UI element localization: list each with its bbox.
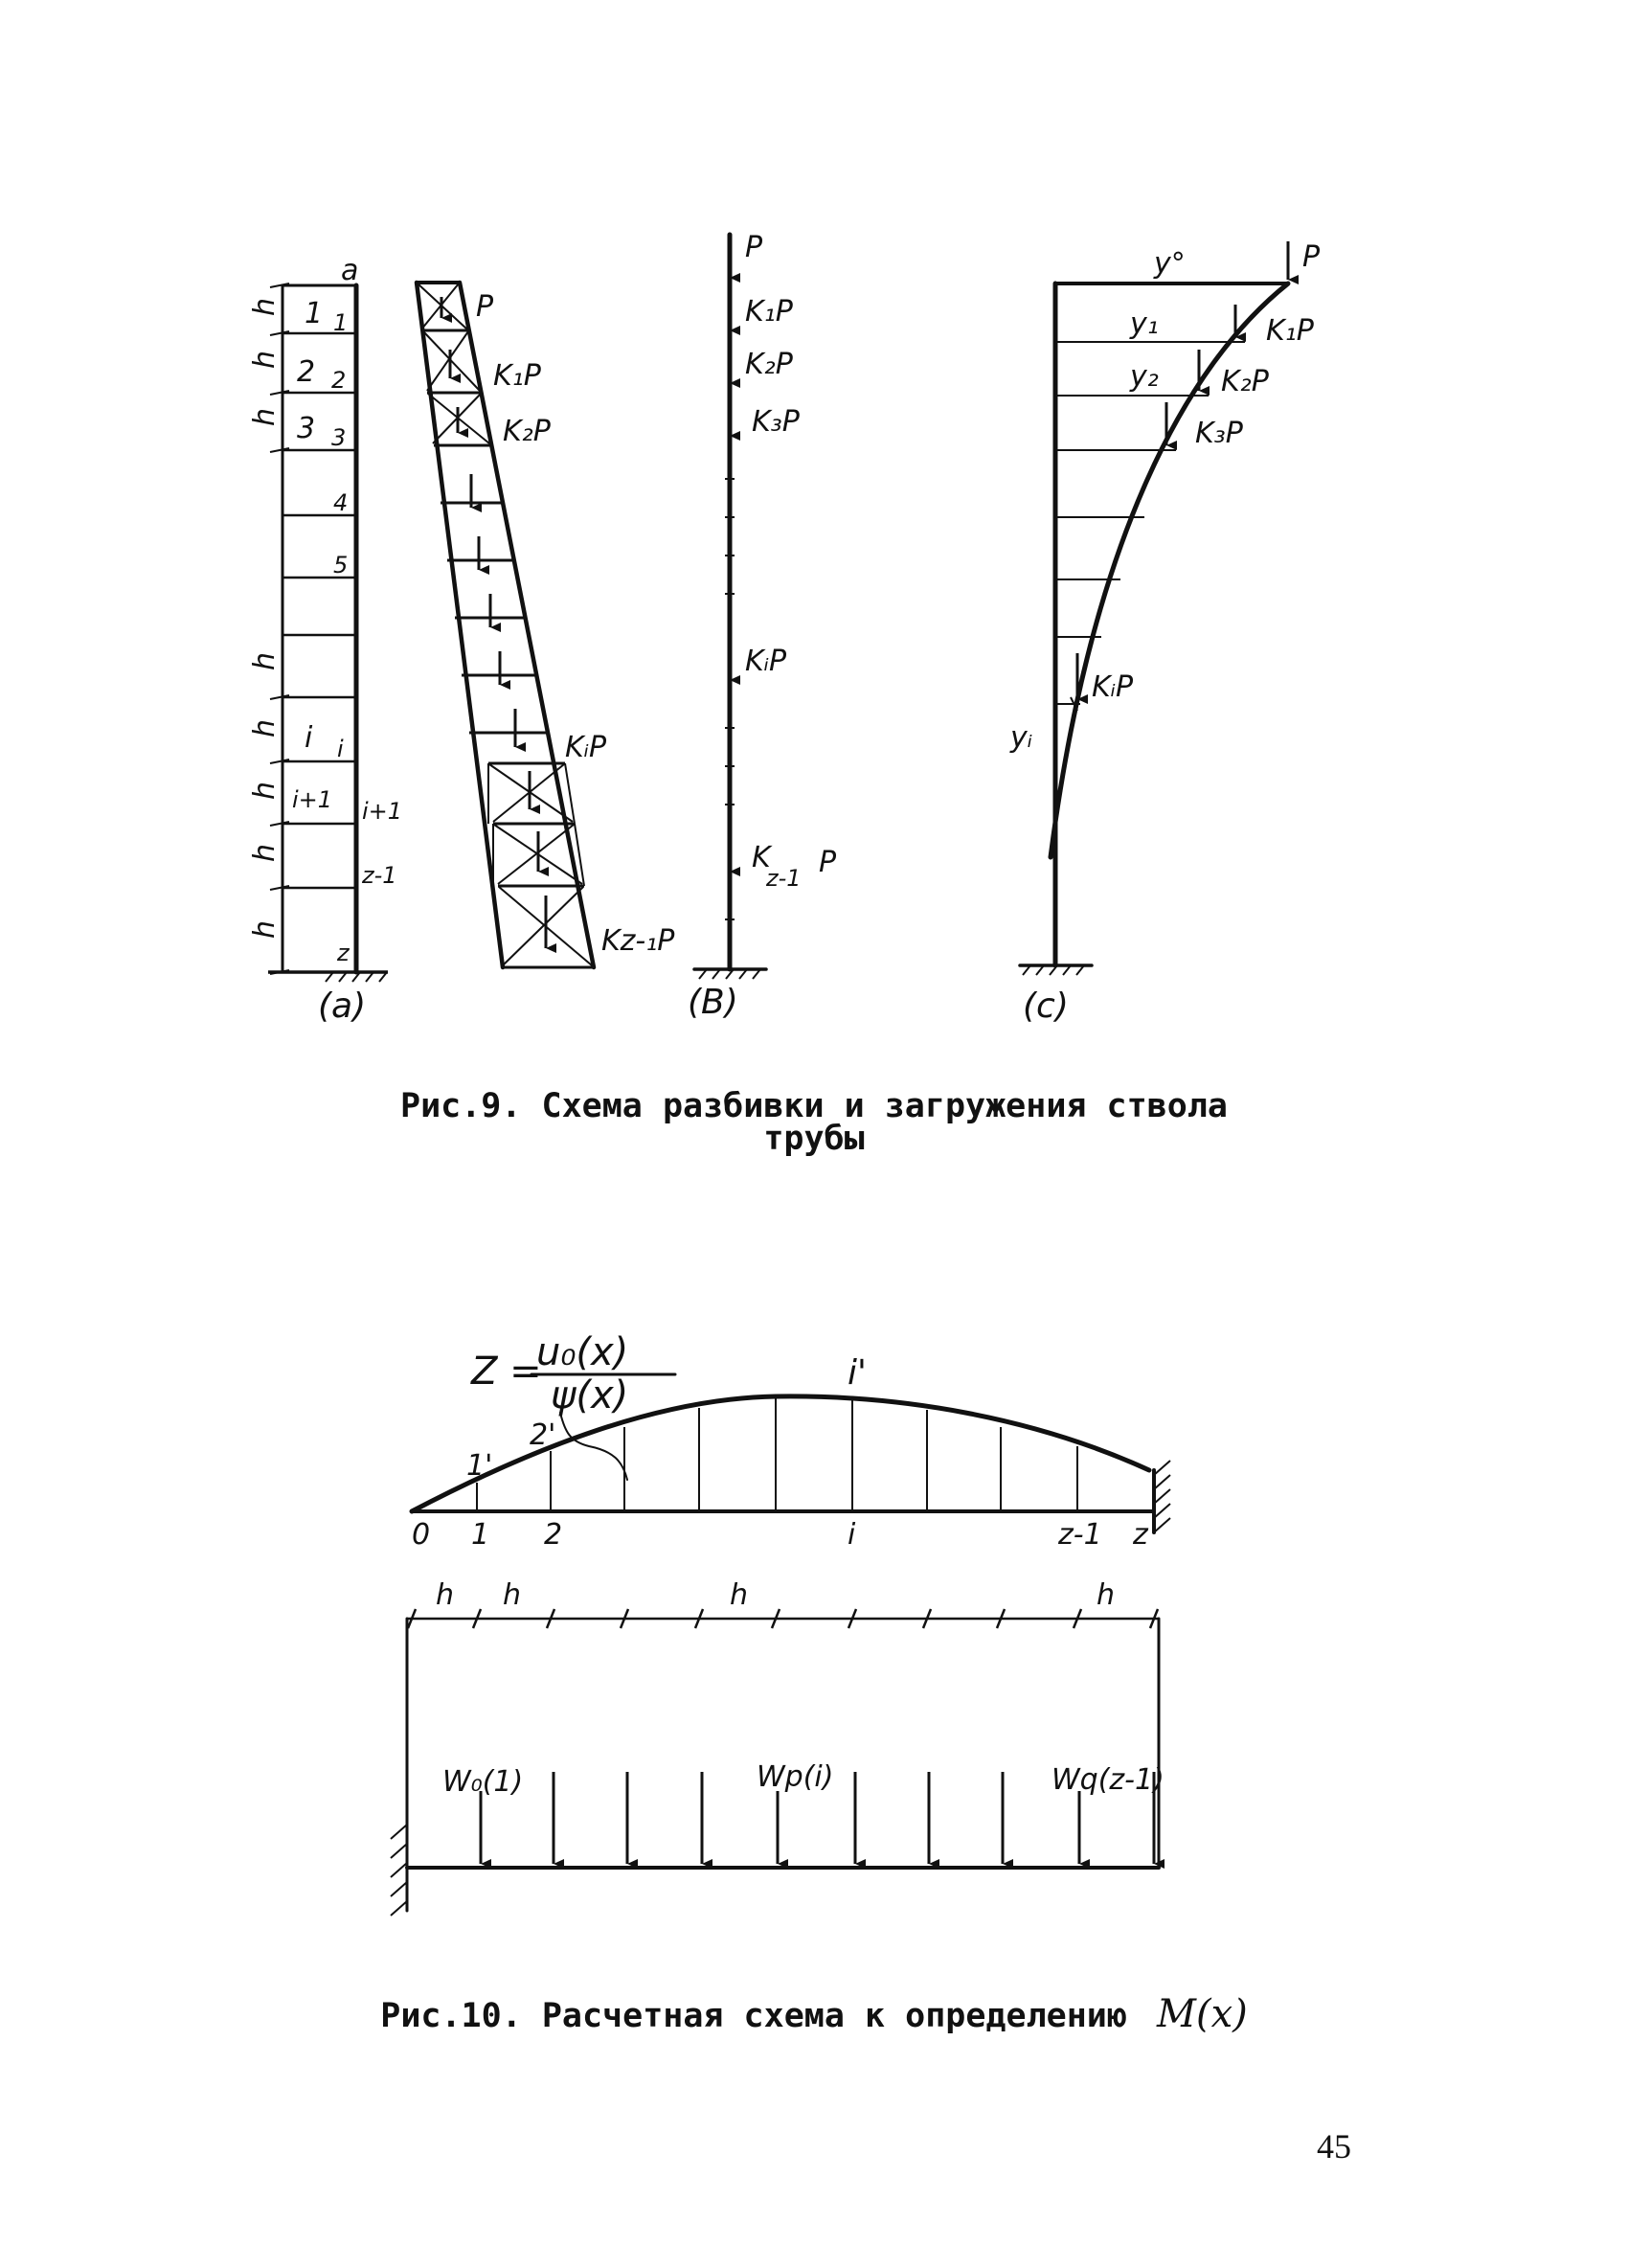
svg-text:i+1: i+1 xyxy=(362,798,403,825)
panel-a-edge-labels xyxy=(331,309,402,889)
panel-b-load-k: K xyxy=(752,841,771,874)
figure-9-caption xyxy=(239,1087,1389,1158)
svg-text:h: h xyxy=(248,781,282,800)
tower-label-k1p: K₁P xyxy=(493,359,541,393)
panel-c-label-p: P xyxy=(1302,240,1321,274)
svg-text:3: 3 xyxy=(297,412,316,445)
svg-text:h: h xyxy=(248,651,282,670)
tower-sketch xyxy=(417,283,675,967)
panel-a-section-scheme xyxy=(248,254,402,1026)
panel-c-label-y2: y₂ xyxy=(1130,360,1159,394)
panel-a-base-label: z xyxy=(337,940,350,966)
svg-text:i: i xyxy=(337,736,344,762)
fig10-left-hatch xyxy=(391,1825,407,1916)
panel-a-top-label: a xyxy=(341,254,359,287)
svg-text:4: 4 xyxy=(333,489,349,516)
figure-10-caption xyxy=(239,1992,1389,2036)
svg-text:h: h xyxy=(248,843,282,862)
svg-text:1: 1 xyxy=(471,1518,490,1552)
svg-text:5: 5 xyxy=(333,552,349,578)
panel-b-load-k3p: K₃P xyxy=(752,405,800,439)
panel-c-label-y1: y₁ xyxy=(1130,307,1159,341)
formula-numerator: u₀(x) xyxy=(536,1330,629,1374)
fig10-curve xyxy=(412,1396,1149,1511)
svg-text:3: 3 xyxy=(331,424,347,451)
tower-label-p: P xyxy=(476,290,494,324)
panel-b-load-p2: P xyxy=(819,846,837,879)
page-number: 45 xyxy=(1317,2127,1351,2166)
svg-text:2: 2 xyxy=(544,1518,563,1552)
svg-text:h: h xyxy=(436,1578,455,1612)
svg-text:h: h xyxy=(730,1578,749,1612)
svg-text:i': i' xyxy=(848,1353,867,1393)
panel-c-label-yi: yᵢ xyxy=(1010,721,1033,755)
panel-a-dimension-ticks xyxy=(270,284,289,974)
svg-text:0: 0 xyxy=(412,1518,431,1552)
fig10-h-labels xyxy=(436,1578,1115,1612)
svg-text:h: h xyxy=(1097,1578,1116,1612)
svg-text:h: h xyxy=(248,407,282,426)
svg-text:2': 2' xyxy=(530,1418,556,1452)
fig10-right-hatch xyxy=(1154,1461,1170,1532)
svg-text:Wq(z-1): Wq(z-1) xyxy=(1051,1763,1164,1797)
panel-c-label-y0: y° xyxy=(1154,247,1186,281)
panel-c-label-k3p: K₃P xyxy=(1195,417,1243,450)
svg-text:h: h xyxy=(248,350,282,369)
panel-c-label-k2p: K₂P xyxy=(1221,365,1269,398)
figure-9-caption-line1: Рис.9. Схема разбивки и загружения ствола xyxy=(400,1087,1228,1125)
fig10-load-labels xyxy=(442,1760,1164,1799)
figure-10-caption-text: Рис.10. Расчетная схема к определению xyxy=(380,1997,1127,2035)
tower-label-kip: KᵢP xyxy=(565,731,607,764)
svg-text:h: h xyxy=(248,919,282,939)
formula-lhs: Z = xyxy=(471,1349,542,1394)
figure-10-caption-math: M(x) xyxy=(1157,1992,1248,2036)
svg-text:h: h xyxy=(503,1578,522,1612)
svg-text:2: 2 xyxy=(331,367,347,394)
tower-label-kz1p: Kz-₁P xyxy=(601,924,675,958)
panel-b-caption: (B) xyxy=(688,983,738,1022)
svg-text:i: i xyxy=(305,721,313,755)
svg-text:1: 1 xyxy=(305,297,324,330)
panel-b-load-kip: KᵢP xyxy=(745,645,787,678)
svg-text:h: h xyxy=(248,297,282,316)
svg-text:1': 1' xyxy=(466,1449,493,1483)
figure-9 xyxy=(248,231,1321,1026)
panel-b-load-k1p: K₁P xyxy=(745,295,793,329)
figure-9-caption-line2: трубы xyxy=(763,1120,865,1158)
tower-label-k2p: K₂P xyxy=(503,415,551,448)
svg-text:z-1: z-1 xyxy=(1058,1518,1102,1552)
svg-text:2: 2 xyxy=(297,355,316,389)
svg-text:i+1: i+1 xyxy=(292,786,333,813)
panel-b-load-scheme xyxy=(688,231,837,1022)
panel-a-caption: (a) xyxy=(318,987,367,1026)
panel-b-load-p: P xyxy=(745,231,763,264)
panel-c-label-k1p: K₁P xyxy=(1266,314,1314,348)
svg-text:1: 1 xyxy=(333,309,349,336)
fig10-axis-labels xyxy=(412,1518,1149,1552)
fig10-formula xyxy=(470,1330,675,1480)
panel-b-load-sub: z-1 xyxy=(766,865,802,892)
panel-c-deflection-scheme xyxy=(1009,240,1321,1026)
panel-c-caption: (c) xyxy=(1023,987,1069,1026)
panel-a-section-numbers xyxy=(292,297,332,813)
svg-text:z-1: z-1 xyxy=(362,862,397,889)
panel-c-label-kip: KᵢP xyxy=(1092,670,1134,704)
figure-10 xyxy=(391,1330,1170,1916)
svg-text:z: z xyxy=(1133,1518,1148,1552)
svg-text:W₀(1): W₀(1) xyxy=(442,1765,524,1799)
panel-c-ordinates xyxy=(1055,342,1245,711)
formula-denominator: ψ(x) xyxy=(551,1373,629,1418)
svg-text:Wp(i): Wp(i) xyxy=(757,1760,834,1794)
svg-text:h: h xyxy=(248,718,282,737)
panel-b-load-k2p: K₂P xyxy=(745,348,793,381)
svg-text:i: i xyxy=(848,1518,856,1552)
